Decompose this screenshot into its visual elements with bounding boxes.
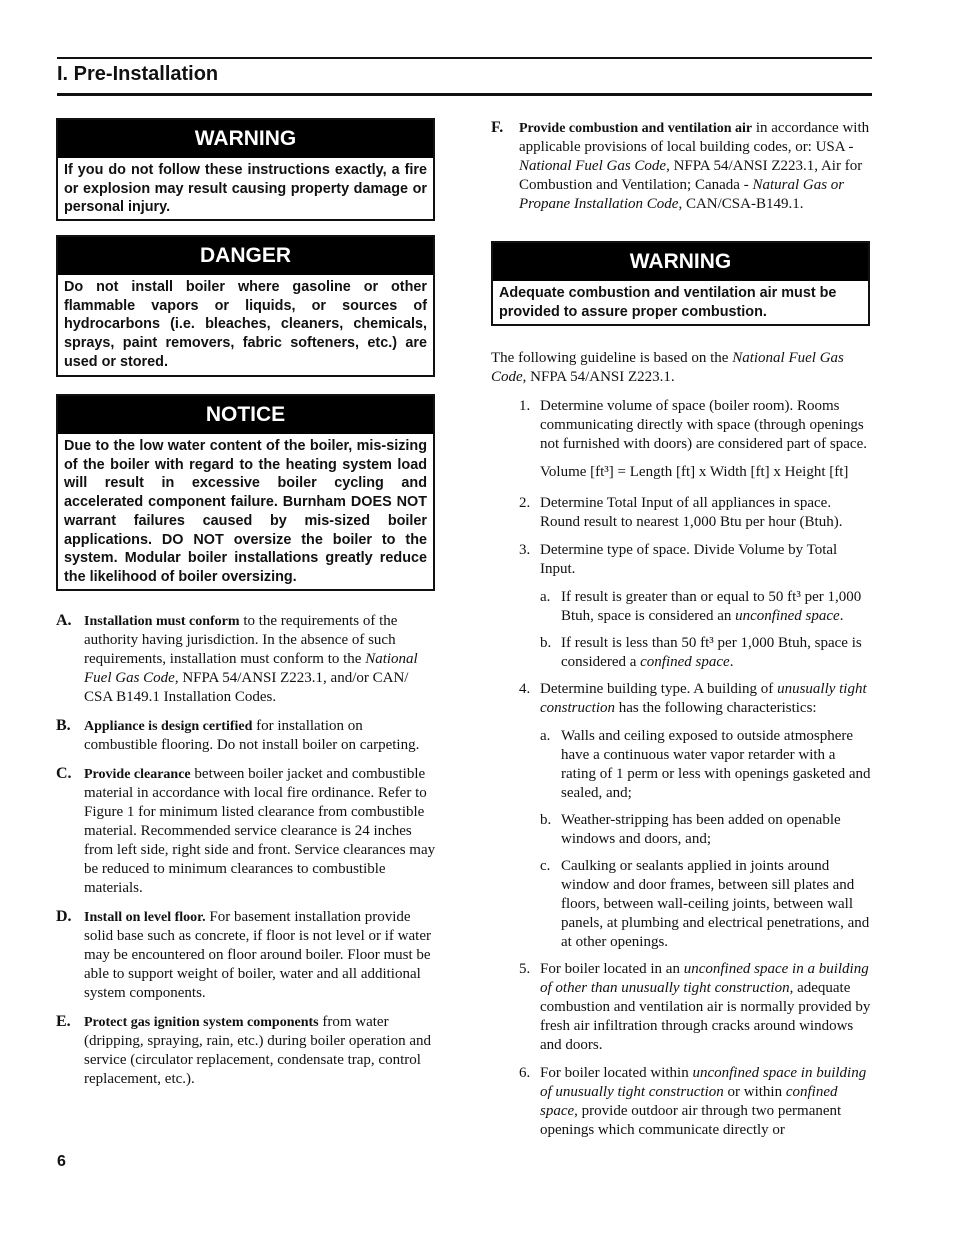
step-text: Determine Total Input of all appliances in space. Round result to nearest 1,000 Btu per hour (Btuh). xyxy=(540,495,843,530)
warning-heading: WARNING xyxy=(58,120,433,158)
item-lead: Protect gas ignition system components xyxy=(84,1015,319,1030)
notice-heading: NOTICE xyxy=(58,396,433,434)
danger-callout xyxy=(56,235,435,377)
step-4 xyxy=(491,680,871,718)
step-italic: unconfined space in building of unusually tight construction xyxy=(540,1065,867,1100)
step-text: Determine building type. A building of xyxy=(540,681,778,697)
step-letter: c. xyxy=(540,858,551,874)
left-column-items xyxy=(56,612,436,1099)
item-text: for installation on combustible flooring. Do not install boiler on carpeting. xyxy=(84,718,420,753)
step-4a xyxy=(491,727,871,803)
item-d xyxy=(56,908,436,1003)
item-e xyxy=(56,1013,436,1089)
item-a xyxy=(56,612,436,707)
step-number: 2. xyxy=(519,495,531,511)
item-lead: Installation must conform xyxy=(84,614,240,629)
step-text: For boiler located in an xyxy=(540,961,684,977)
section-title: I. Pre-Installation xyxy=(57,63,219,85)
item-lead: Install on level floor. xyxy=(84,910,206,925)
item-text: in accordance with applicable provisions of local building codes, or: USA - xyxy=(519,120,870,155)
header-rule-top xyxy=(57,57,872,59)
guideline-italic: National Fuel Gas Code xyxy=(491,350,844,385)
guideline-text: The following guideline is based on the xyxy=(491,350,733,366)
notice-text: Due to the low water content of the boiler, mis-sizing of the boiler with regard to the heating system load will result in excessive boiler cycling and accelerated component failure. Burnham DOES NOT warrant failures caused by mis-sized boiler applications. DO NOT oversize the boiler to the system. Modular boiler installations greatly reduce the likelihood of boiler oversizing. xyxy=(64,438,427,585)
step-3 xyxy=(491,541,871,579)
step-letter: a. xyxy=(540,728,551,744)
step-italic: unusually tight construction xyxy=(540,681,867,716)
notice-callout xyxy=(56,394,435,591)
step-5 xyxy=(491,960,871,1055)
page-number: 6 xyxy=(57,1153,66,1170)
danger-text: Do not install boiler where gasoline or other flammable vapors or liquids, or sources of hydrocarbons (i.e. bleaches, cleaners, chemicals, sprays, paint removers, fabric softeners, etc.) are used or stored. xyxy=(64,279,427,370)
warning-callout-combustion-air xyxy=(491,241,870,326)
guideline-intro xyxy=(491,349,871,387)
step-number: 6. xyxy=(519,1065,531,1081)
volume-formula: Volume [ft³] = Length [ft] x Width [ft] x Height [ft] xyxy=(540,464,849,480)
item-letter: C. xyxy=(56,765,72,782)
step-number: 5. xyxy=(519,961,531,977)
step-4c xyxy=(491,857,871,952)
item-lead: Provide combustion and ventilation air xyxy=(519,121,753,136)
step-text: If result is greater than or equal to 50 ft³ per 1,000 Btuh, space is considered an xyxy=(561,589,862,624)
item-letter: E. xyxy=(56,1013,71,1030)
step-4b xyxy=(491,811,871,849)
step-text: , provide outdoor air through two permanent openings which communicate directly or xyxy=(540,1103,842,1138)
step-text: has the following characteristics: xyxy=(615,700,817,716)
step-2 xyxy=(491,494,871,532)
step-text: Determine type of space. Divide Volume by Total Input. xyxy=(540,542,838,577)
step-3b xyxy=(491,634,871,672)
step-text: If result is less than 50 ft³ per 1,000 Btuh, space is considered a xyxy=(561,635,862,670)
step-letter: a. xyxy=(540,589,551,605)
step-text: Determine volume of space (boiler room). Rooms communicating directly with space (through openings not furnished with doors) are considered part of space. xyxy=(540,398,867,452)
item-letter: D. xyxy=(56,908,72,925)
step-text: . xyxy=(729,654,734,670)
step-6 xyxy=(491,1064,871,1140)
warning-heading: WARNING xyxy=(493,243,868,281)
item-text: , CAN/CSA-B149.1. xyxy=(678,196,804,212)
warning-text: If you do not follow these instructions exactly, a fire or explosion may result causing property damage or personal injury. xyxy=(64,162,427,216)
item-b xyxy=(56,717,436,755)
right-column-guideline xyxy=(491,349,871,1149)
step-text: . xyxy=(839,608,844,624)
step-text: Caulking or sealants applied in joints around window and door frames, between sill plates and floors, between wall-ceiling joints, between wall panels, at plumbing and electrical penetrations, and at other openings. xyxy=(561,858,870,950)
guideline-text: , NFPA 54/ANSI Z223.1. xyxy=(522,369,675,385)
item-lead: Appliance is design certified xyxy=(84,719,253,734)
step-text: , adequate combustion and ventilation air is normally provided by fresh air infiltration through cracks around windows and doors. xyxy=(540,980,871,1053)
right-column-item-f xyxy=(491,119,871,224)
item-text: to the requirements of the authority having jurisdiction. In the absence of such requirements, installation must conform to the xyxy=(84,613,398,667)
step-number: 1. xyxy=(519,398,531,414)
item-letter: F. xyxy=(491,119,504,136)
item-italic: National Fuel Gas Code xyxy=(84,651,418,686)
item-text: For basement installation provide solid base such as concrete, if floor is not level or if water may be encountered on floor around boiler. Floor must be able to support weight of boiler, water and all additional system components. xyxy=(84,909,431,1001)
step-italic: unconfined space in a building of other than unusually tight construction xyxy=(540,961,869,996)
step-number: 3. xyxy=(519,542,531,558)
step-italic: confined space xyxy=(640,654,730,670)
item-text: between boiler jacket and combustible material in accordance with local fire ordinance. Refer to Figure 1 for minimum listed clearance from combustible material. Recommended service clearance is 24 inches from left side, right side and front. Service clearances may be reduced to minimum clearances to combustible materials. xyxy=(84,766,436,896)
item-letter: B. xyxy=(56,717,71,734)
item-f xyxy=(491,119,871,214)
item-c xyxy=(56,765,436,898)
step-text: Walls and ceiling exposed to outside atmosphere have a continuous water vapor retarder with a rating of 1 perm or less with openings gasketed and sealed, and; xyxy=(561,728,871,801)
item-text: , NFPA 54/ANSI Z223.1, Air for Combustion and Ventilation; Canada - xyxy=(519,158,863,193)
step-letter: b. xyxy=(540,635,552,651)
step-3a xyxy=(491,588,871,626)
danger-heading: DANGER xyxy=(58,237,433,275)
item-italic: Natural Gas or Propane Installation Code xyxy=(519,177,845,212)
step-text: or within xyxy=(723,1084,786,1100)
item-lead: Provide clearance xyxy=(84,767,191,782)
item-letter: A. xyxy=(56,612,72,629)
header-rule-bottom xyxy=(57,93,872,96)
warning-callout-fire xyxy=(56,118,435,221)
item-text: from water (dripping, spraying, rain, etc.) during boiler operation and service (circulator replacement, condensate trap, control replacement, etc.). xyxy=(84,1014,431,1087)
step-text: Weather-stripping has been added on openable windows and doors, and; xyxy=(561,812,841,847)
item-text: , NFPA 54/ANSI Z223.1, and/or CAN/ CSA B149.1 Installation Codes. xyxy=(84,670,409,705)
step-letter: b. xyxy=(540,812,552,828)
step-italic: confined space xyxy=(540,1084,838,1119)
item-italic: National Fuel Gas Code xyxy=(519,158,667,174)
step-1 xyxy=(491,397,871,454)
warning-text: Adequate combustion and ventilation air must be provided to assure proper combustion. xyxy=(499,285,837,320)
step-number: 4. xyxy=(519,681,531,697)
step-italic: unconfined space xyxy=(735,608,840,624)
step-text: For boiler located within xyxy=(540,1065,693,1081)
